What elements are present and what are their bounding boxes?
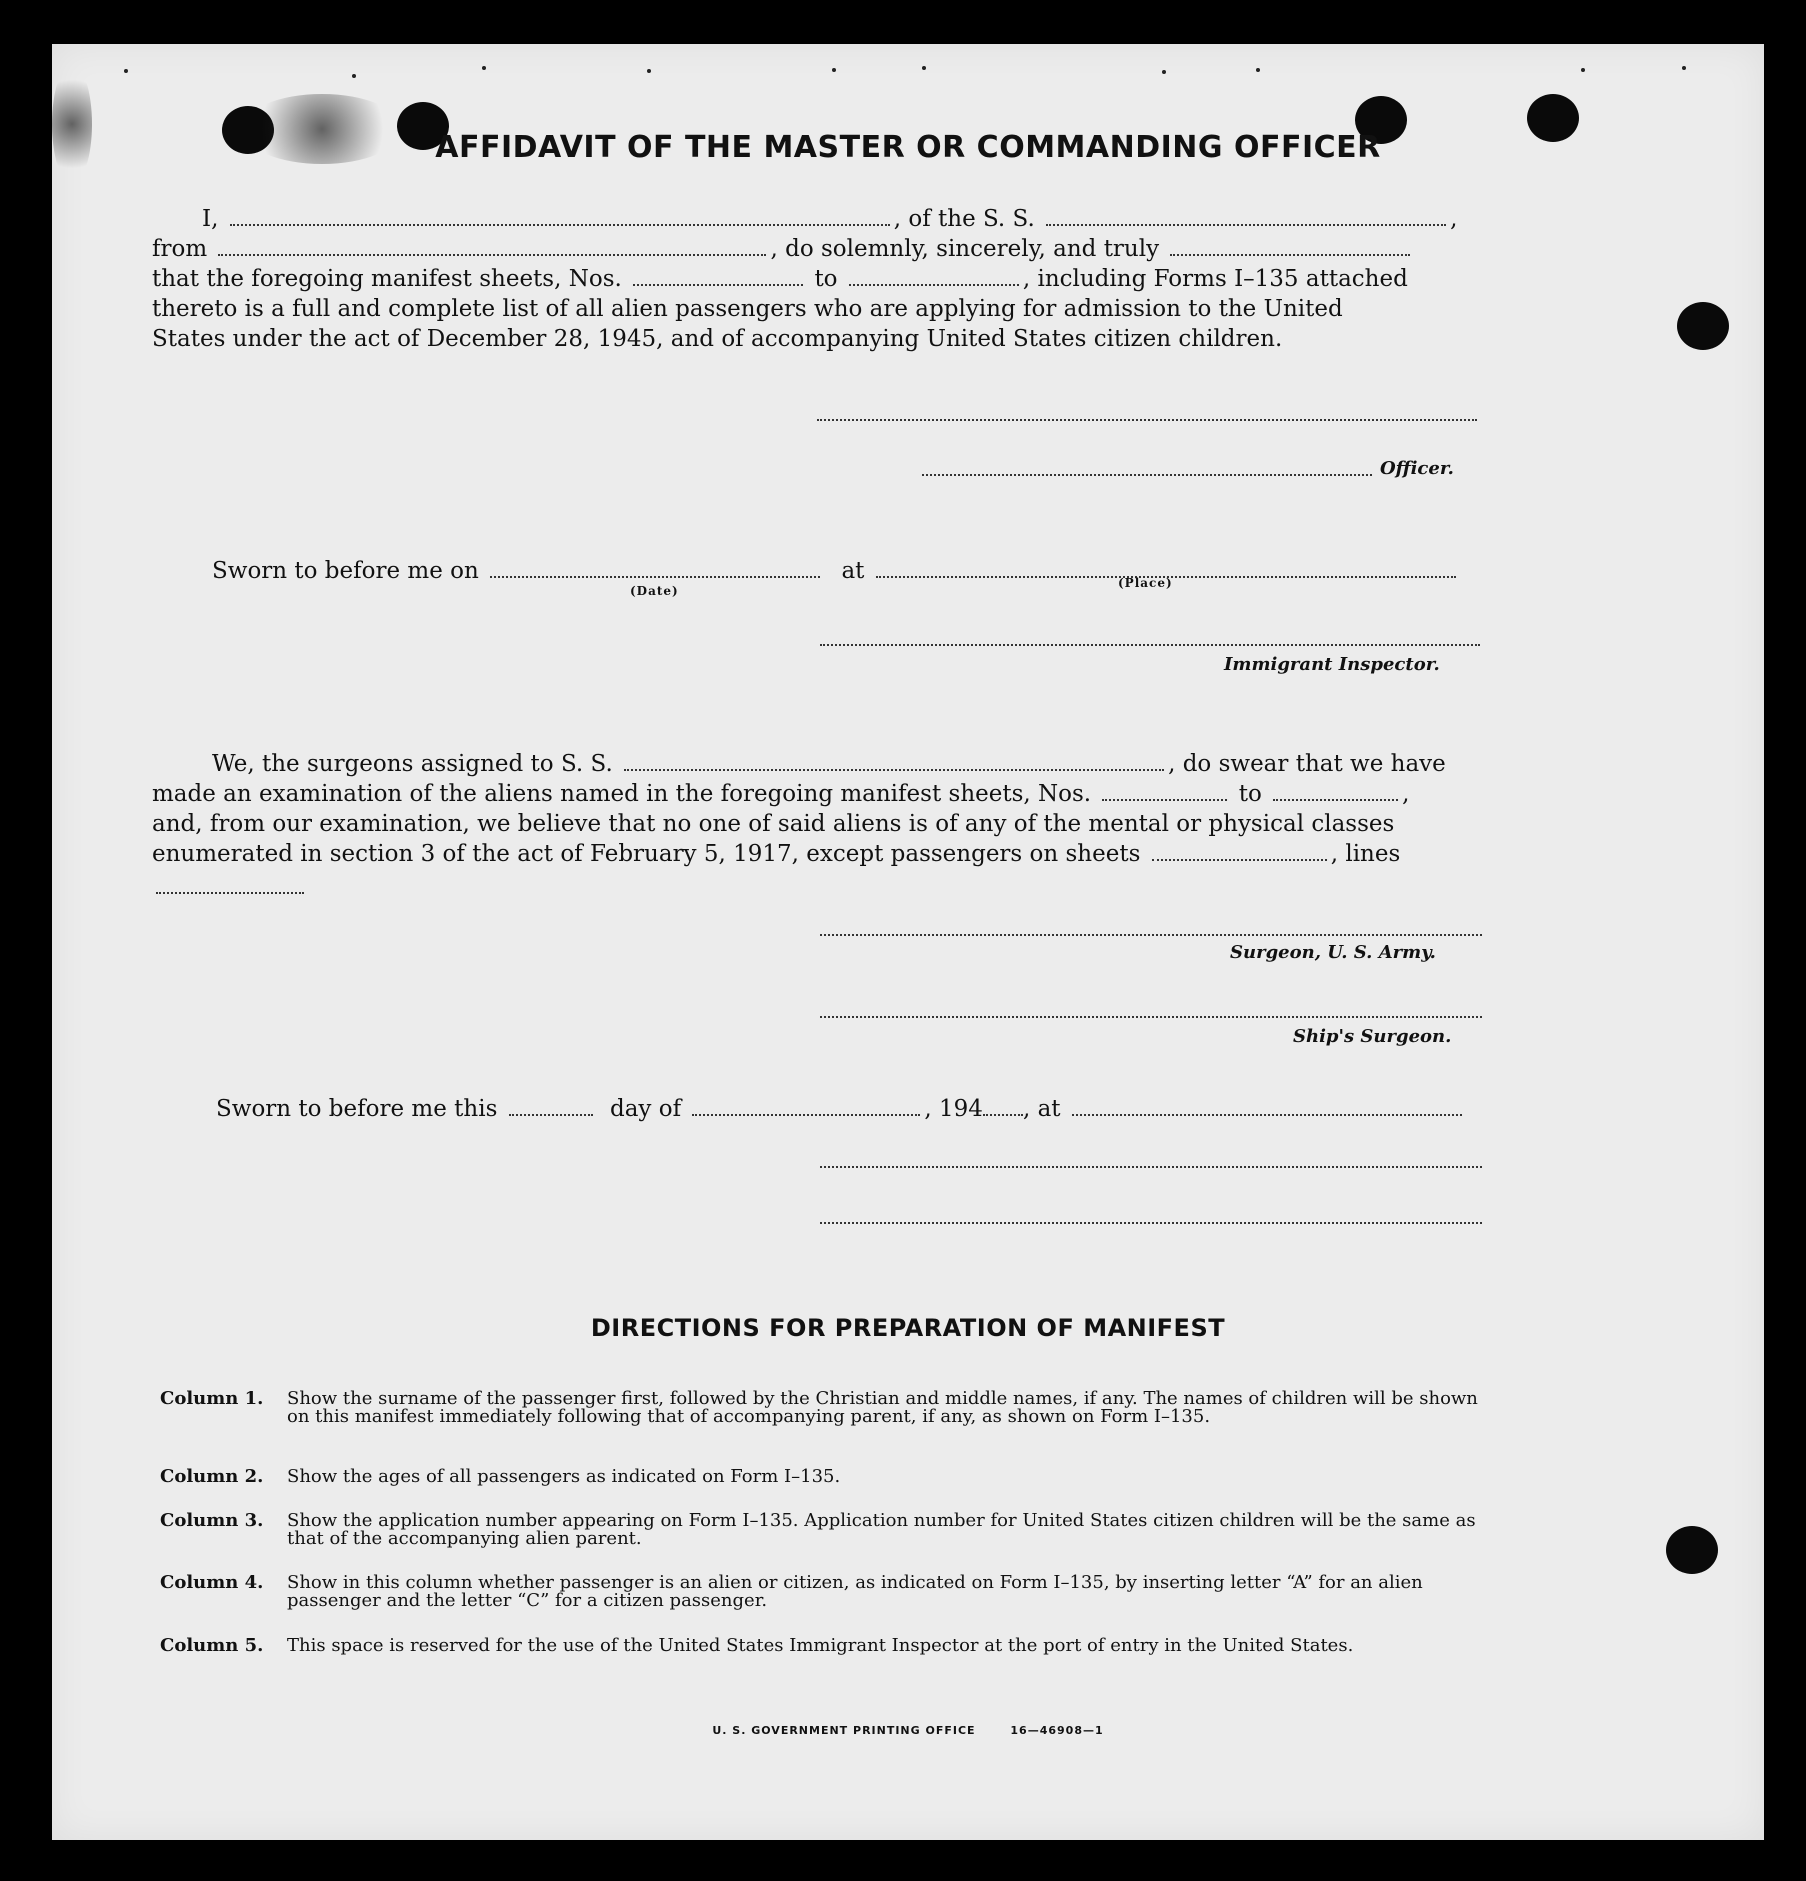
speck [1682, 66, 1686, 70]
speck [352, 74, 356, 78]
sworn-year-field[interactable] [983, 1113, 1023, 1116]
exam-sheet-to-field[interactable] [1273, 798, 1398, 801]
master-signature-line[interactable] [817, 419, 1477, 421]
examination-text: made an examination of the aliens named in the foregoing manifest sheets, Nos. [152, 781, 1092, 807]
speck [647, 69, 651, 73]
sworn-line-1 [212, 556, 1594, 586]
sworn2-signature-line-2[interactable] [820, 1222, 1482, 1224]
sworn-month-field[interactable] [692, 1113, 920, 1116]
sworn-text: Sworn to before me on [212, 558, 479, 584]
column-text: Show the application number appearing on Form I–135. Application number for United States citizen children will be the same as that of the accompanying alien parent. [287, 1510, 1476, 1549]
army-surgeon-label: Surgeon, U. S. Army. [1230, 942, 1436, 963]
column-label: Column 3. [160, 1510, 264, 1531]
form-page [52, 44, 1764, 1840]
officer-label: Officer. [1380, 458, 1454, 479]
column-label: Column 2. [160, 1466, 264, 1487]
surgeons-text: We, the surgeons assigned to S. S. [212, 751, 613, 777]
place-label: (Place) [1118, 576, 1173, 590]
speck [124, 69, 128, 73]
speck [1162, 70, 1166, 74]
punch-hole [1666, 1526, 1718, 1574]
printer-name: U. S. GOVERNMENT PRINTING OFFICE [712, 1724, 976, 1737]
sworn-date-field[interactable] [490, 575, 820, 578]
column-text: Show the ages of all passengers as indicated on Form I–135. [287, 1466, 841, 1487]
affidavit-line-5: States under the act of December 28, 1945, and of accompanying United States citizen children. [152, 326, 1283, 352]
column-text: Show the surname of the passenger first, followed by the Christian and middle names, if any. The names of children will be shown on this manifest immediately following that of accompanying parent, if any, as shown on Form I–135. [287, 1388, 1478, 1427]
solemnly-text: , do solemnly, sincerely, and truly [770, 236, 1160, 262]
surgeons-line-2 [152, 779, 1534, 809]
column-label: Column 4. [160, 1572, 264, 1593]
from-text: from [152, 236, 208, 262]
affidavit-line-4: thereto is a full and complete list of all alien passengers who are applying for admission to the United [152, 296, 1343, 322]
speck [1256, 68, 1260, 72]
comma: , [1402, 781, 1410, 807]
form-title: AFFIDAVIT OF THE MASTER OR COMMANDING OFFICER [435, 130, 1381, 165]
speck [1581, 68, 1585, 72]
column-label: Column 1. [160, 1388, 264, 1409]
punch-hole [1677, 302, 1729, 350]
surgeons-line-4 [152, 839, 1534, 869]
affidavit-line-2 [152, 234, 1534, 264]
surgeons-line-1 [152, 749, 1534, 779]
sworn2-signature-line-1[interactable] [820, 1166, 1482, 1168]
ship-surgeon-signature-line[interactable] [820, 1016, 1482, 1018]
comma: , [1450, 206, 1458, 232]
swear-text: , do swear that we have [1168, 751, 1446, 777]
sworn2-place-field[interactable] [1072, 1113, 1462, 1116]
manifest-text: that the foregoing manifest sheets, Nos. [152, 266, 622, 292]
at-place-text: , at [1022, 1096, 1061, 1122]
lines-field[interactable] [156, 892, 304, 894]
at-text: at [841, 558, 865, 584]
sworn-line-2 [216, 1094, 1598, 1124]
affidavit-line-1 [152, 204, 1534, 234]
including-text: , including Forms I–135 attached [1022, 266, 1408, 292]
exam-to-text: to [1238, 781, 1262, 807]
date-label: (Date) [630, 584, 679, 598]
master-name-field[interactable] [230, 223, 890, 226]
speck [922, 66, 926, 70]
affidavit-line-3 [152, 264, 1534, 294]
sheet-from-field[interactable] [633, 283, 803, 286]
year-text: , 194 [924, 1096, 983, 1122]
surgeon-ship-field[interactable] [624, 768, 1164, 771]
printer-footer [52, 1724, 1764, 1737]
column-text: This space is reserved for the use of the United States Immigrant Inspector at the port of entry in the United States. [287, 1635, 1354, 1656]
sworn-day-field[interactable] [509, 1113, 593, 1116]
day-of-text: day of [610, 1096, 682, 1122]
column-text: Show in this column whether passenger is an alien or citizen, as indicated on Form I–135, by inserting letter “A” for an alien passenger and the letter “C” for a citizen passenger. [287, 1572, 1423, 1611]
affidavit-i: I, [202, 206, 219, 232]
from-port-field[interactable] [218, 253, 766, 256]
speck [482, 66, 486, 70]
lines-text: , lines [1330, 841, 1401, 867]
ship-name-field[interactable] [1046, 223, 1446, 226]
ship-surgeon-label: Ship's Surgeon. [1293, 1026, 1452, 1047]
to-text: to [814, 266, 838, 292]
inspector-signature-line[interactable] [820, 644, 1480, 646]
enumerated-text: enumerated in section 3 of the act of February 5, 1917, except passengers on sheets [152, 841, 1141, 867]
speck [832, 68, 836, 72]
form-code: 16—46908—1 [1010, 1724, 1104, 1737]
solemnly-blank-field[interactable] [1170, 253, 1410, 256]
except-sheets-field[interactable] [1152, 858, 1327, 861]
officer-signature-line[interactable] [922, 474, 1372, 476]
exam-sheet-from-field[interactable] [1102, 798, 1227, 801]
ink-smudge [52, 64, 92, 184]
sheet-to-field[interactable] [849, 283, 1019, 286]
sworn-this-text: Sworn to before me this [216, 1096, 498, 1122]
directions-title: DIRECTIONS FOR PREPARATION OF MANIFEST [590, 1314, 1226, 1342]
army-surgeon-signature-line[interactable] [820, 934, 1482, 936]
of-ss-text: , of the S. S. [893, 206, 1035, 232]
surgeons-line-3: and, from our examination, we believe that no one of said aliens is of any of the mental or physical classes [152, 811, 1395, 837]
column-label: Column 5. [160, 1635, 264, 1656]
inspector-label: Immigrant Inspector. [1224, 654, 1440, 675]
